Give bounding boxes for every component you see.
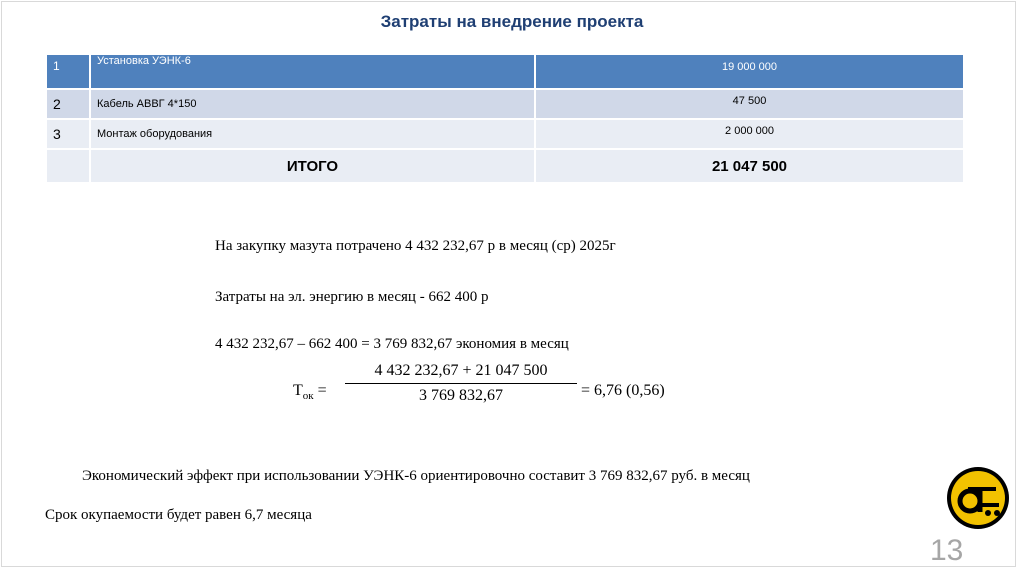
economic-effect-text: Экономический эффект при использовании УЭНК-6 ориентировочно составит 3 769 832,67 руб. в месяц <box>82 468 750 484</box>
page-title: Затраты на внедрение проекта <box>380 12 644 31</box>
formula-equals: = <box>317 382 327 399</box>
payback-text: Срок окупаемости будет равен 6,7 месяца <box>45 507 312 523</box>
formula-symbol: Т <box>293 382 303 399</box>
formula-subscript: ок <box>302 390 314 403</box>
total-label: ИТОГО <box>91 150 534 182</box>
formula-result: = 6,76 (0,56) <box>581 382 665 399</box>
row-cost-value: 2 000 000 <box>536 120 963 148</box>
formula-fraction <box>345 362 577 405</box>
energy-costs-text: Затраты на эл. энергию в месяц - 662 400 р <box>215 289 489 305</box>
table-total-row <box>47 150 963 182</box>
savings-text: 4 432 232,67 – 662 400 = 3 769 832,67 экономия в месяц <box>215 336 569 352</box>
fuel-purchase-text: На закупку мазута потрачено 4 432 232,67 р в месяц (ср) 2025г <box>215 238 616 254</box>
payback-formula <box>293 362 713 418</box>
row-cost-value: 19 000 000 <box>536 55 963 88</box>
row-item-name: Кабель АВВГ 4*150 <box>91 90 534 118</box>
page-number: 13 <box>930 534 964 567</box>
formula-numerator: 4 432 232,67 + 21 047 500 <box>345 362 577 384</box>
row-cost-value: 47 500 <box>536 90 963 118</box>
company-logo-icon <box>945 465 1011 531</box>
total-value: 21 047 500 <box>536 150 963 182</box>
table-row <box>47 55 963 88</box>
row-number: 3 <box>47 120 89 148</box>
formula-lhs <box>293 382 327 402</box>
formula-denominator: 3 769 832,67 <box>419 387 503 404</box>
costs-table <box>45 53 965 184</box>
row-number: 1 <box>47 55 89 88</box>
row-item-name: Установка УЭНК-6 <box>91 55 534 88</box>
row-number: 2 <box>47 90 89 118</box>
row-item-name: Монтаж оборудования <box>91 120 534 148</box>
table-row <box>47 90 963 118</box>
table-row <box>47 120 963 148</box>
total-number-cell <box>47 150 89 182</box>
